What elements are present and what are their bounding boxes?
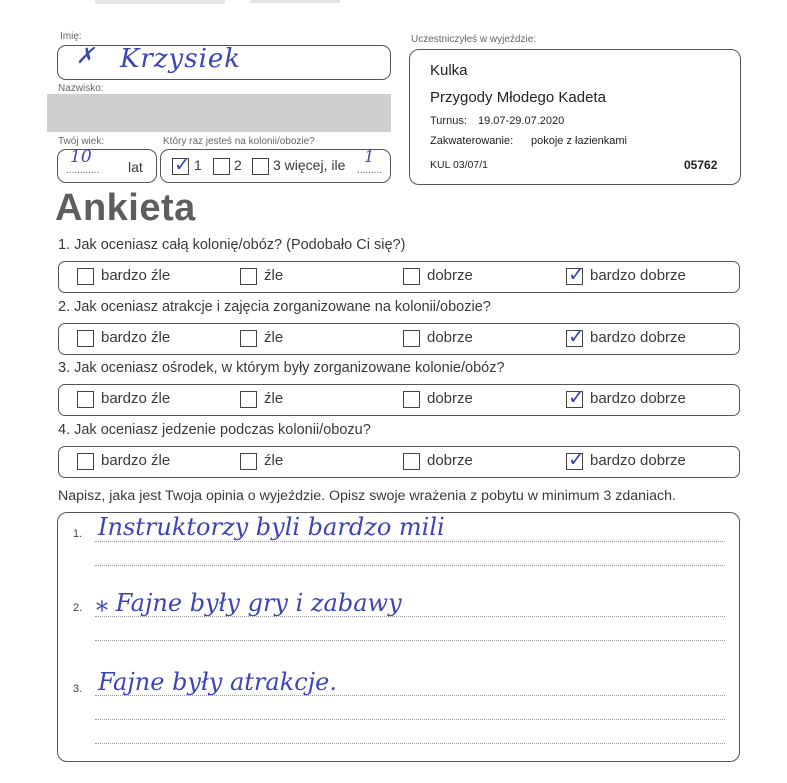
imie-mark: ✗ <box>76 44 95 69</box>
ile-dots: ......... <box>357 165 383 176</box>
check-mark-icon: ✓ <box>174 152 191 176</box>
wiek-unit: lat <box>128 159 143 175</box>
zakwaterowanie-label: Zakwaterowanie: <box>430 135 514 147</box>
check-mark-icon: ✓ <box>568 262 585 286</box>
q2-option-zle: źle <box>264 329 284 346</box>
opinion-line-1-text: Instruktorzy byli bardzo mili <box>98 513 445 541</box>
ktory-raz-checkbox-1[interactable] <box>172 152 191 176</box>
dotted-line <box>95 640 725 641</box>
trip-code: KUL 03/07/1 <box>430 159 488 171</box>
q1-option-bardzo-dobrze: bardzo dobrze <box>590 267 686 284</box>
wiek-label: Twój wiek: <box>58 136 105 147</box>
q1-option-bardzo-zle: bardzo źle <box>101 267 171 284</box>
zakwaterowanie-value: pokoje z łazienkami <box>531 135 627 147</box>
q4-option-zle: źle <box>264 452 284 469</box>
question-4-text: 4. Jak oceniasz jedzenie podczas kolonii/obozu? <box>58 422 371 438</box>
q2-checkbox-zle[interactable] <box>240 330 257 347</box>
q4-option-bardzo-zle: bardzo źle <box>101 452 171 469</box>
turnus-label: Turnus: <box>430 115 467 127</box>
imie-label: Imię: <box>60 31 82 42</box>
q3-checkbox-bardzo-dobrze[interactable] <box>566 385 585 409</box>
opinion-line-3-number: 3. <box>73 683 83 695</box>
q4-checkbox-bardzo-dobrze[interactable] <box>566 447 585 471</box>
q4-option-bardzo-dobrze: bardzo dobrze <box>590 452 686 469</box>
q1-checkbox-bardzo-dobrze[interactable] <box>566 262 585 286</box>
question-1-text: 1. Jak oceniasz całą kolonię/obóz? (Podobało Ci się?) <box>58 237 406 253</box>
dotted-line <box>95 719 725 720</box>
q3-checkbox-dobrze[interactable] <box>403 391 420 408</box>
trip-place: Kulka <box>430 62 468 79</box>
q4-checkbox-zle[interactable] <box>240 453 257 470</box>
opinion-line-1-number: 1. <box>73 528 83 540</box>
dotted-line <box>95 695 725 696</box>
ktory-raz-option-2: 2 <box>234 157 242 173</box>
imie-value: Krzysiek <box>120 44 242 74</box>
q2-option-bardzo-zle: bardzo źle <box>101 329 171 346</box>
q1-option-zle: źle <box>264 267 284 284</box>
check-mark-icon: ✓ <box>568 447 585 471</box>
scan-artifact <box>250 0 340 3</box>
ile-value: 1 <box>364 147 375 166</box>
q4-checkbox-bardzo-zle[interactable] <box>77 453 94 470</box>
trip-label: Uczestniczyłeś w wyjeździe: <box>411 34 537 45</box>
opinion-line-2-number: 2. <box>73 602 83 614</box>
q1-checkbox-dobrze[interactable] <box>403 268 420 285</box>
dotted-line <box>95 565 725 566</box>
dotted-line <box>95 541 725 542</box>
q4-option-dobrze: dobrze <box>427 452 473 469</box>
ktory-raz-label: Który raz jesteś na kolonii/obozie? <box>163 136 315 147</box>
q3-option-zle: źle <box>264 390 284 407</box>
q2-option-dobrze: dobrze <box>427 329 473 346</box>
dotted-line <box>95 743 725 744</box>
opinion-line-3-text: Fajne były atrakcje. <box>98 668 337 696</box>
page-title: Ankieta <box>55 187 196 229</box>
trip-number: 05762 <box>684 158 718 172</box>
opinion-line-2-text: ⁎ Fajne były gry i zabawy <box>96 589 402 617</box>
turnus-value: 19.07-29.07.2020 <box>478 115 565 127</box>
q3-option-dobrze: dobrze <box>427 390 473 407</box>
nazwisko-label: Nazwisko: <box>58 83 104 94</box>
wiek-value: 10 <box>70 147 92 167</box>
q2-checkbox-dobrze[interactable] <box>403 330 420 347</box>
q2-option-bardzo-dobrze: bardzo dobrze <box>590 329 686 346</box>
q2-checkbox-bardzo-dobrze[interactable] <box>566 324 585 348</box>
opinion-box[interactable] <box>57 512 740 762</box>
ktory-raz-checkbox-3[interactable] <box>252 158 269 175</box>
scan-artifact <box>95 0 225 4</box>
ktory-raz-option-1: 1 <box>194 157 202 173</box>
q1-checkbox-bardzo-zle[interactable] <box>77 268 94 285</box>
wiek-dots: ............ <box>66 165 100 176</box>
q2-checkbox-bardzo-zle[interactable] <box>77 330 94 347</box>
check-mark-icon: ✓ <box>568 324 585 348</box>
question-3-text: 3. Jak oceniasz ośrodek, w którym były zorganizowane kolonie/obóz? <box>58 360 505 376</box>
check-mark-icon: ✓ <box>568 385 585 409</box>
opinion-prompt: Napisz, jaka jest Twoja opinia o wyjeździe. Opisz swoje wrażenia z pobytu w minimum 3 zdaniach. <box>58 488 676 504</box>
question-2-text: 2. Jak oceniasz atrakcje i zajęcia zorganizowane na kolonii/obozie? <box>58 299 491 315</box>
nazwisko-redacted <box>47 94 391 132</box>
q4-checkbox-dobrze[interactable] <box>403 453 420 470</box>
trip-program: Przygody Młodego Kadeta <box>430 89 606 106</box>
dotted-line <box>95 616 725 617</box>
ktory-raz-option-3: 3 więcej, ile <box>273 157 346 173</box>
q3-checkbox-bardzo-zle[interactable] <box>77 391 94 408</box>
q1-checkbox-zle[interactable] <box>240 268 257 285</box>
q1-option-dobrze: dobrze <box>427 267 473 284</box>
q3-checkbox-zle[interactable] <box>240 391 257 408</box>
ktory-raz-checkbox-2[interactable] <box>213 158 230 175</box>
q3-option-bardzo-zle: bardzo źle <box>101 390 171 407</box>
q3-option-bardzo-dobrze: bardzo dobrze <box>590 390 686 407</box>
